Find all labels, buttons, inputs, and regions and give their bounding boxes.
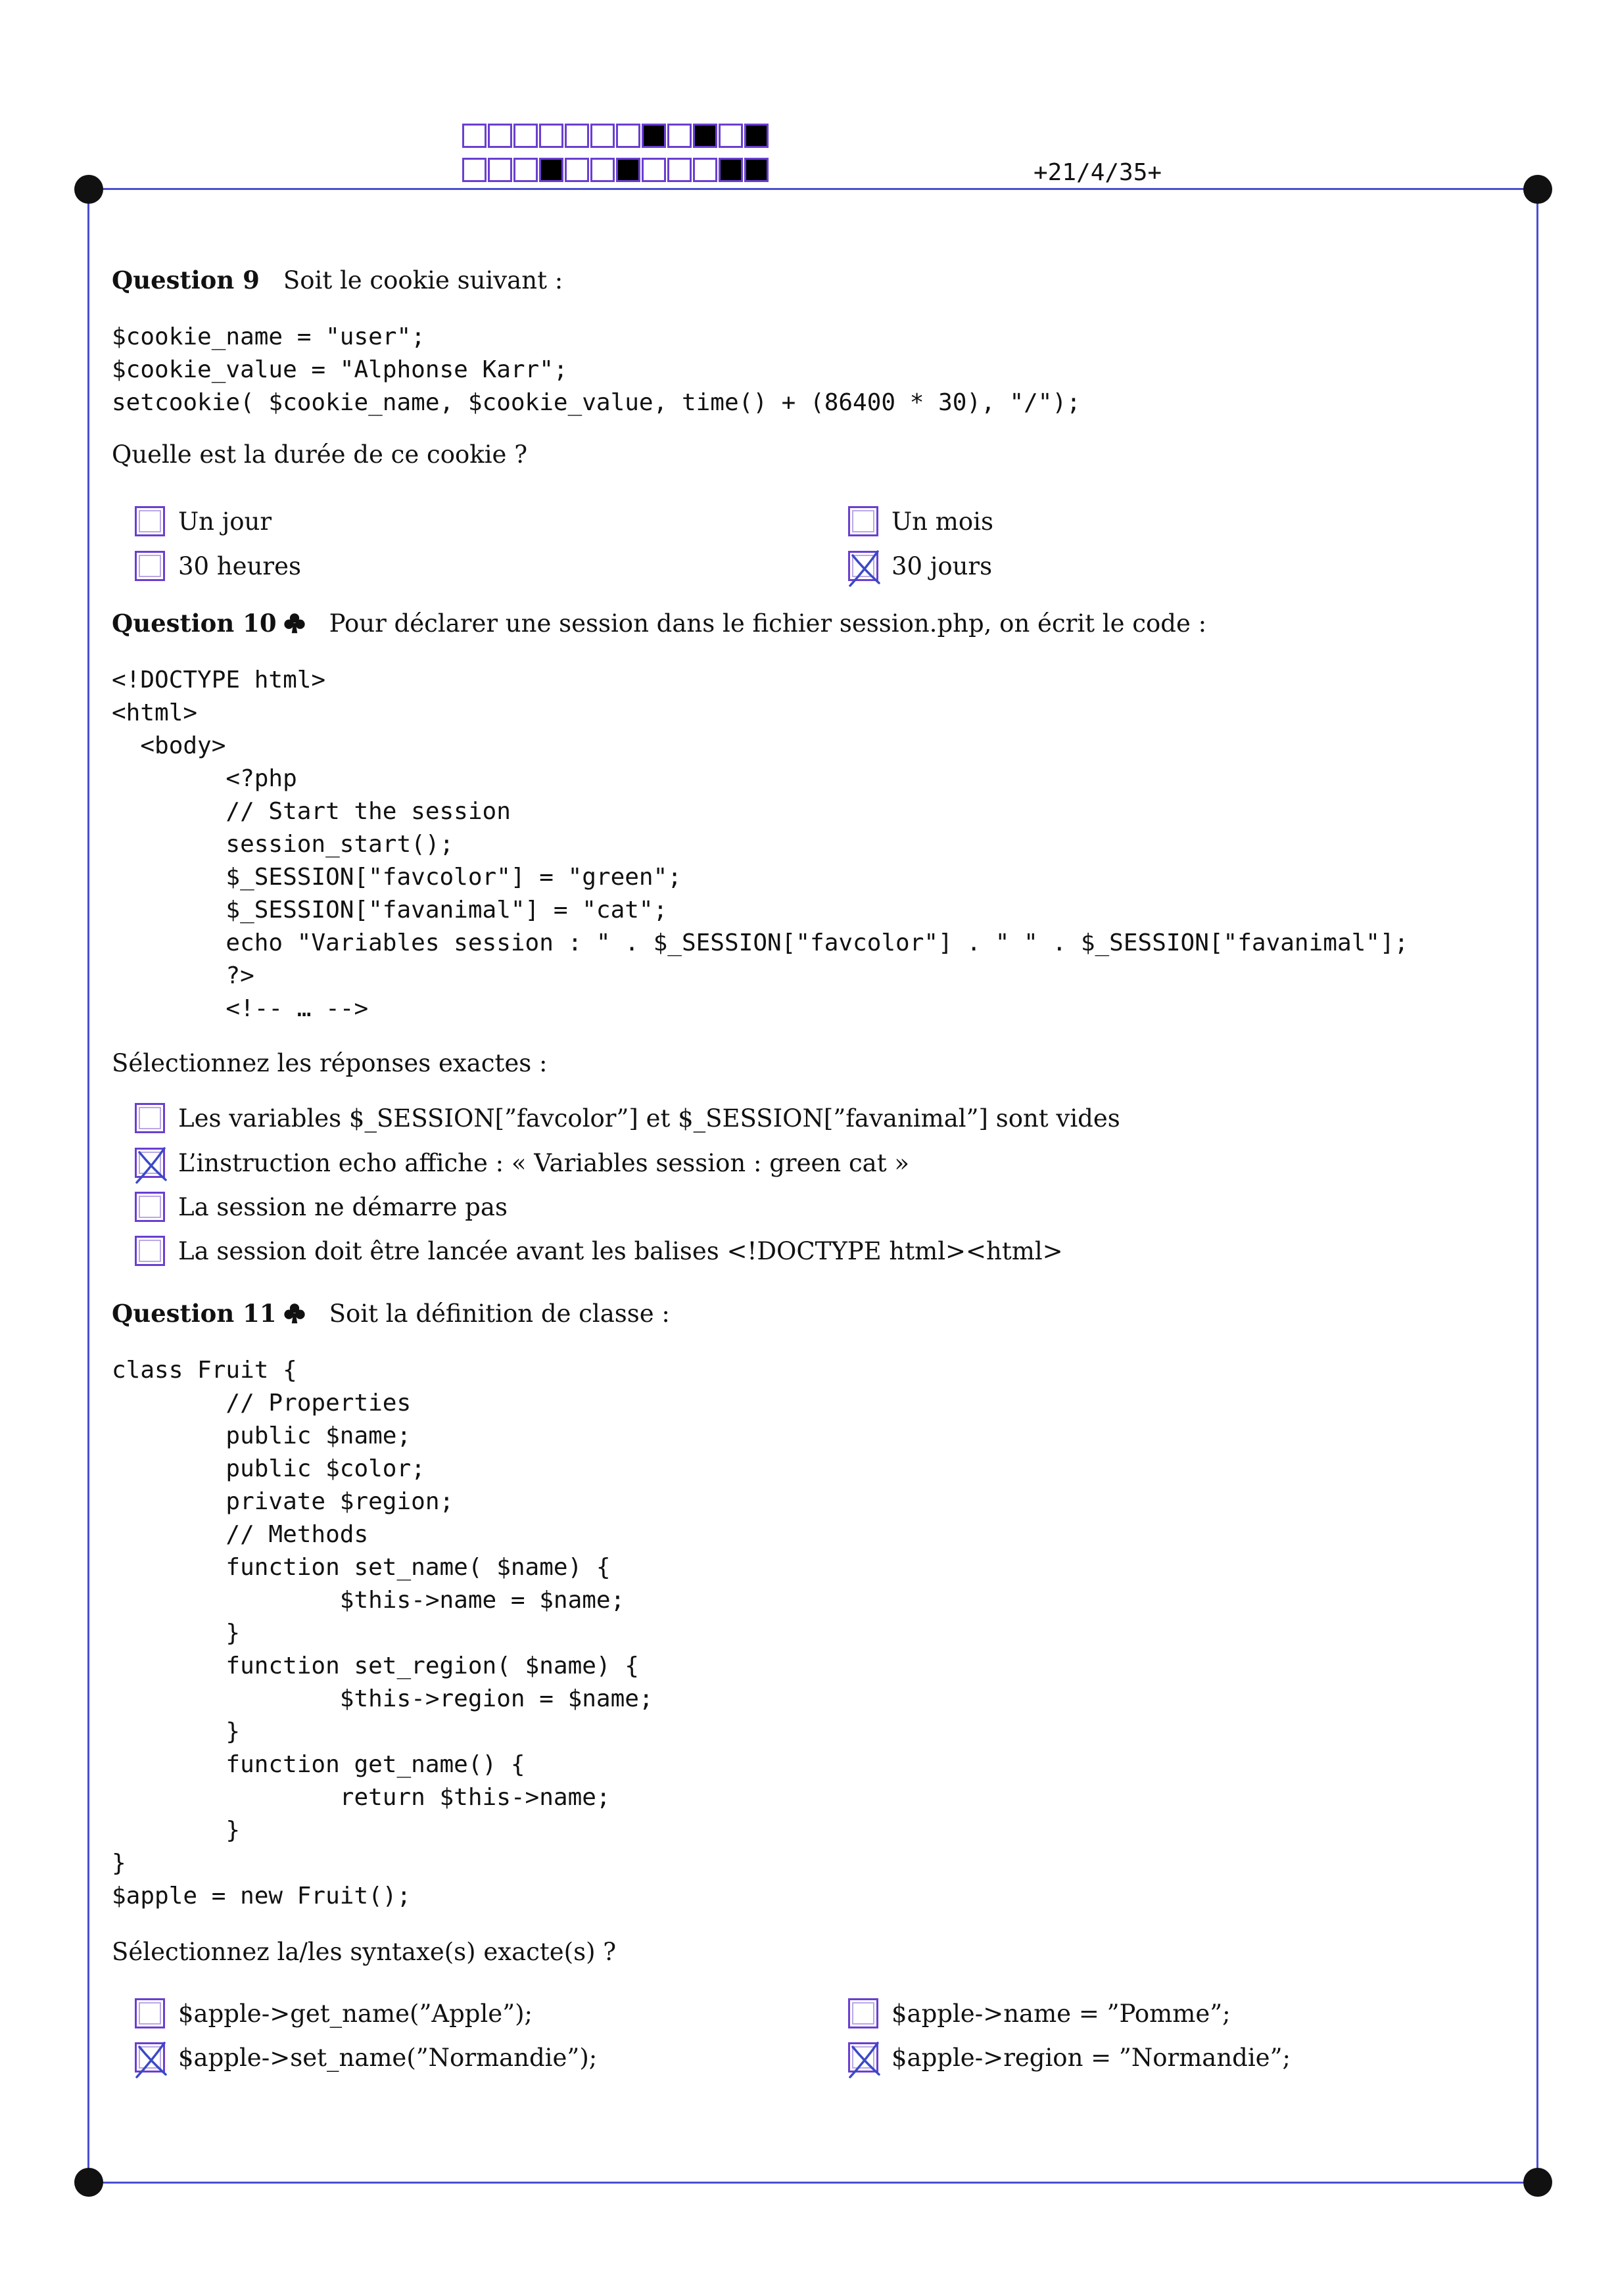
question-9-code: $cookie_name = "user"; $cookie_value = "Alphonse Karr"; setcookie( $cookie_name, $cookie_value, time() + (86400 * 30), "/"); (112, 323, 1081, 416)
checkbox[interactable] (135, 1236, 165, 1266)
barcode-cell (590, 124, 615, 148)
club-icon (283, 612, 306, 634)
question-11-header (112, 1299, 670, 1328)
choice-q10-a[interactable] (135, 1100, 1120, 1136)
choice-q9-c[interactable] (135, 548, 301, 584)
checkbox[interactable] (135, 551, 165, 581)
barcode-cell (667, 124, 692, 148)
barcode-cell (642, 158, 666, 182)
checkbox[interactable] (135, 1103, 165, 1133)
checkbox[interactable] (135, 1998, 165, 2028)
choice-label: $apple->region = ”Normandie”; (891, 2043, 1291, 2072)
barcode-cell (565, 158, 589, 182)
barcode-cell (744, 124, 769, 148)
choice-label: 30 jours (891, 551, 993, 580)
barcode-cell (616, 124, 640, 148)
choice-q10-c[interactable] (135, 1188, 508, 1225)
question-9-prompt: Quelle est la durée de ce cookie ? (112, 440, 528, 469)
question-text: Soit le cookie suivant : (283, 266, 563, 294)
question-10-prompt: Sélectionnez les réponses exactes : (112, 1049, 548, 1077)
barcode-cell (488, 124, 512, 148)
question-11-code: class Fruit { // Properties public $name; public $color; private $region; // Methods function set_name( $name) { $this->name = $name; } function set_region( $name) { $this->region = $name; } function get_name() { return $this->name; } } $apple = new Fruit(); (112, 1357, 654, 1909)
question-10-code: <!DOCTYPE html> <html> <body> <?php // Start the session session_start(); $_SESSION["favcolor"] = "green"; $_SESSION["favanimal"] = "cat"; echo "Variables session : " . $_SESSION["favcolor"] . " " . $_SESSION["favanimal"]; ?> <!-- … --> (112, 667, 1409, 1022)
choice-label: La session ne démarre pas (178, 1192, 508, 1221)
barcode-cell (539, 158, 563, 182)
corner-marker-bottom-right (1523, 2168, 1552, 2197)
checkbox[interactable] (135, 1148, 165, 1178)
barcode-cell (590, 158, 615, 182)
barcode-cell (616, 158, 640, 182)
choice-q10-b[interactable] (135, 1144, 909, 1181)
cross-mark-icon (131, 1144, 172, 1185)
choice-q11-a[interactable] (135, 1995, 533, 2032)
checkbox[interactable] (135, 506, 165, 536)
choice-label: Les variables $_SESSION[”favcolor”] et $_SESSION[”favanimal”] sont vides (178, 1104, 1120, 1133)
choice-label: 30 heures (178, 551, 301, 580)
choice-label: La session doit être lancée avant les balises <!DOCTYPE html><html> (178, 1236, 1063, 1265)
choice-label: Un mois (891, 507, 993, 536)
barcode-cell (719, 158, 743, 182)
checkbox[interactable] (135, 2042, 165, 2073)
question-text: Pour déclarer une session dans le fichier session.php, on écrit le code : (329, 609, 1207, 638)
barcode-cell (488, 158, 512, 182)
question-9-header (112, 266, 563, 294)
barcode-cell (744, 158, 769, 182)
corner-marker-top-left (74, 175, 103, 204)
question-11-prompt: Sélectionnez la/les syntaxe(s) exacte(s) ? (112, 1938, 617, 1966)
checkbox[interactable] (848, 1998, 878, 2028)
choice-q10-d[interactable] (135, 1232, 1063, 1269)
barcode-cell (565, 124, 589, 148)
page-barcode-bottom (462, 158, 770, 182)
choice-q9-a[interactable] (135, 503, 272, 540)
barcode-cell (539, 124, 563, 148)
cross-mark-icon (845, 2039, 886, 2080)
page-barcode-top (462, 124, 770, 148)
barcode-cell (462, 124, 487, 148)
choice-q11-d[interactable] (848, 2039, 1291, 2076)
page-code: +21/4/35+ (1034, 159, 1162, 186)
corner-marker-bottom-left (74, 2168, 103, 2197)
corner-marker-top-right (1523, 175, 1552, 204)
checkbox[interactable] (848, 2042, 878, 2073)
question-label: Question 10 (112, 609, 277, 638)
choice-label: Un jour (178, 507, 272, 536)
question-label: Question 11 (112, 1299, 277, 1328)
choice-label: $apple->get_name(”Apple”); (178, 1999, 533, 2028)
choice-label: $apple->set_name(”Normandie”); (178, 2043, 598, 2072)
choice-q9-b[interactable] (848, 503, 993, 540)
choice-label: L’instruction echo affiche : « Variables session : green cat » (178, 1148, 910, 1177)
question-label: Question 9 (112, 266, 260, 294)
barcode-cell (513, 124, 538, 148)
barcode-cell (462, 158, 487, 182)
checkbox[interactable] (848, 506, 878, 536)
choice-q9-d[interactable] (848, 548, 992, 584)
barcode-cell (719, 124, 743, 148)
checkbox[interactable] (848, 551, 878, 581)
barcode-cell (693, 124, 717, 148)
barcode-cell (693, 158, 717, 182)
choice-q11-c[interactable] (135, 2039, 597, 2076)
barcode-cell (642, 124, 666, 148)
question-10-header (112, 609, 1206, 638)
barcode-cell (667, 158, 692, 182)
choice-label: $apple->name = ”Pomme”; (891, 1999, 1231, 2028)
cross-mark-icon (845, 548, 886, 588)
question-text: Soit la définition de classe : (329, 1300, 670, 1328)
choice-q11-b[interactable] (848, 1995, 1231, 2032)
club-icon (283, 1302, 306, 1324)
barcode-cell (513, 158, 538, 182)
cross-mark-icon (131, 2039, 172, 2080)
checkbox[interactable] (135, 1192, 165, 1222)
